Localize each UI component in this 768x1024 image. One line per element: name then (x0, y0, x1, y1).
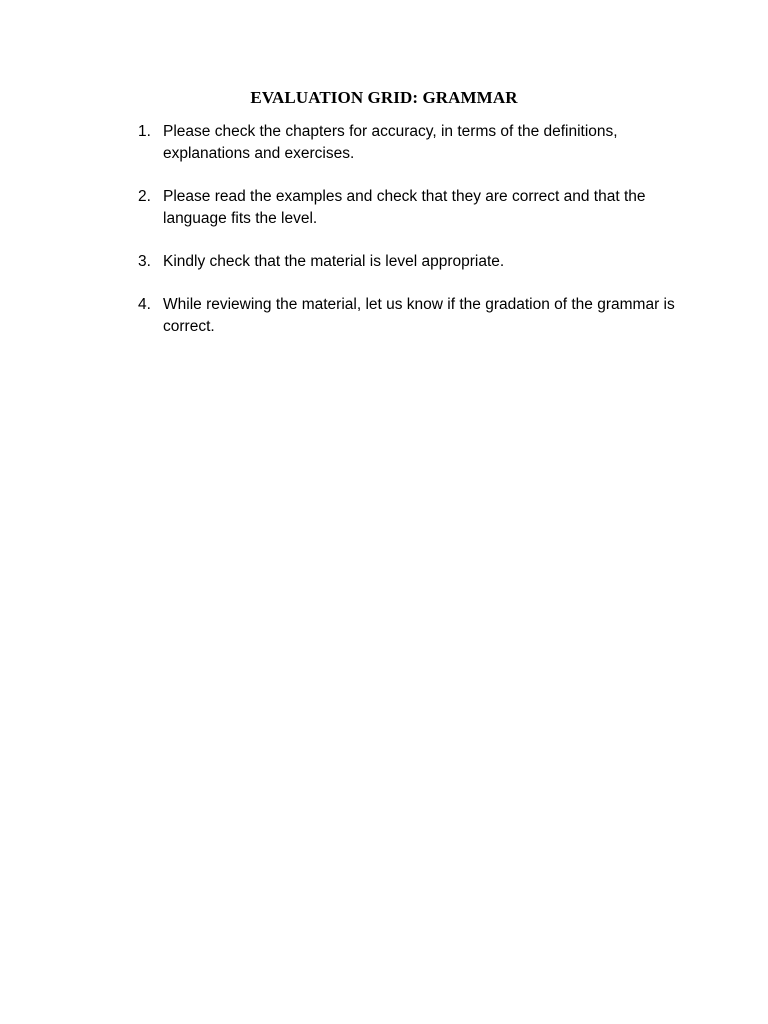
list-item-text: While reviewing the material, let us know if the gradation of the grammar is correct. (163, 296, 675, 335)
list-item (138, 186, 678, 230)
list-item-number: 4. (138, 296, 151, 313)
list-item-number: 2. (138, 188, 151, 205)
list-item-number: 3. (138, 253, 151, 270)
list-item-number: 1. (138, 123, 151, 140)
list-item-text: Please read the examples and check that they are correct and that the language fits the level. (163, 188, 646, 227)
list-item (138, 251, 678, 273)
list-item-text: Please check the chapters for accuracy, in terms of the definitions, explanations and exercises. (163, 123, 618, 162)
list-item (138, 294, 678, 338)
document-title: EVALUATION GRID: GRAMMAR (250, 88, 518, 107)
list-item-text: Kindly check that the material is level appropriate. (163, 253, 505, 270)
list-item (138, 121, 678, 165)
instruction-list (138, 121, 678, 359)
